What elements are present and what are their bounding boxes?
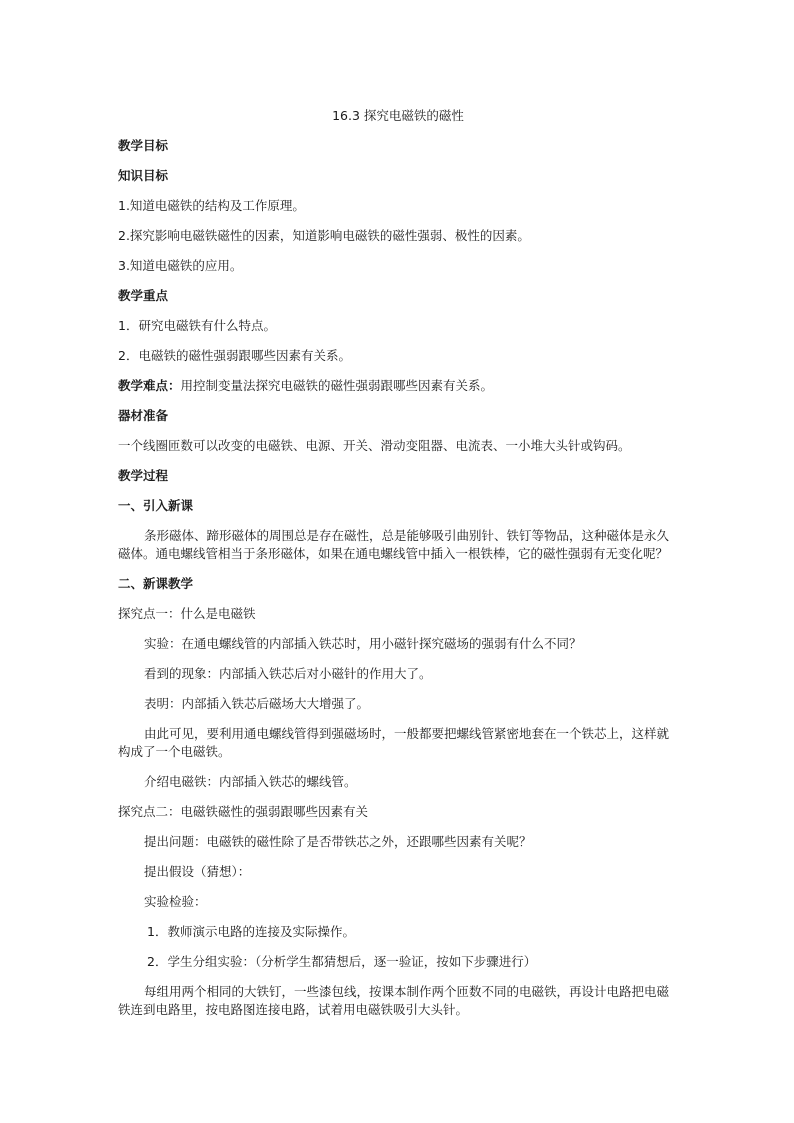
key-point-1: 1．研究电磁铁有什么特点。 [118,318,276,333]
page-title: 16.3 探究电磁铁的磁性 [332,108,464,123]
heading-teaching-goals: 教学目标 [118,138,169,153]
goal-item-3: 3.知道电磁铁的应用。 [118,258,243,273]
intro-paragraph: 条形磁体、蹄形磁体的周围总是存在磁性，总是能够吸引曲别针、铁钉等物品，这种磁体是永久磁体。通电螺线管相当于条形磁体，如果在通电螺线管中插入一根铁棒，它的磁性强弱有无变化呢？ [118,528,670,561]
step-2: 2．学生分组实验：（分析学生都猜想后，逐一验证，按如下步骤进行） [147,954,537,969]
question: 提出问题：电磁铁的磁性除了是否带铁芯之外，还跟哪些因素有关呢？ [144,834,532,849]
step-1: 1．教师演示电路的连接及实际操作。 [147,924,355,939]
heading-process: 教学过程 [118,468,169,483]
difficulty-text: 用控制变量法探究电磁铁的磁性强弱跟哪些因素有关系。 [180,378,494,393]
key-point-2: 2．电磁铁的磁性强弱跟哪些因素有关系。 [118,348,351,363]
thus-paragraph: 由此可见，要利用通电螺线管得到强磁场时，一般都要把螺线管紧密地套在一个铁芯上，这样就构成了一个电磁铁。 [118,726,670,759]
conclusion-1: 表明：内部插入铁芯后磁场大大增强了。 [144,696,370,711]
difficulty-label: 教学难点： [118,378,181,393]
point-one: 探究点一：什么是电磁铁 [118,606,256,621]
hypothesis: 提出假设（猜想）： [144,864,251,879]
observation-1: 看到的现象：内部插入铁芯后对小磁针的作用大了。 [144,666,432,681]
experiment-1: 实验：在通电螺线管的内部插入铁芯时，用小磁针探究磁场的强弱有什么不同？ [144,636,582,651]
goal-item-2: 2.探究影响电磁铁磁性的因素，知道影响电磁铁的磁性强弱、极性的因素。 [118,228,530,243]
verification: 实验检验： [144,894,207,909]
heading-key-points: 教学重点 [118,288,169,303]
equipment-text: 一个线圈匝数可以改变的电磁铁、电源、开关、滑动变阻器、电流表、一小堆大头针或钩码。 [118,438,631,453]
electromagnet-definition: 介绍电磁铁：内部插入铁芯的螺线管。 [144,774,357,789]
goal-item-1: 1.知道电磁铁的结构及工作原理。 [118,198,305,213]
heading-intro: 一、引入新课 [118,498,194,513]
heading-new-lesson: 二、新课教学 [118,576,194,591]
group-paragraph: 每组用两个相同的大铁钉，一些漆包线，按课本制作两个匝数不同的电磁铁，再设计电路把电磁铁连到电路里，按电路图连接电路，试着用电磁铁吸引大头针。 [118,984,670,1017]
heading-equipment: 器材准备 [118,408,169,423]
document-content [118,107,678,1031]
point-two: 探究点二：电磁铁磁性的强弱跟哪些因素有关 [118,804,369,819]
difficulty-line [118,377,678,395]
heading-knowledge-goals: 知识目标 [118,168,169,183]
